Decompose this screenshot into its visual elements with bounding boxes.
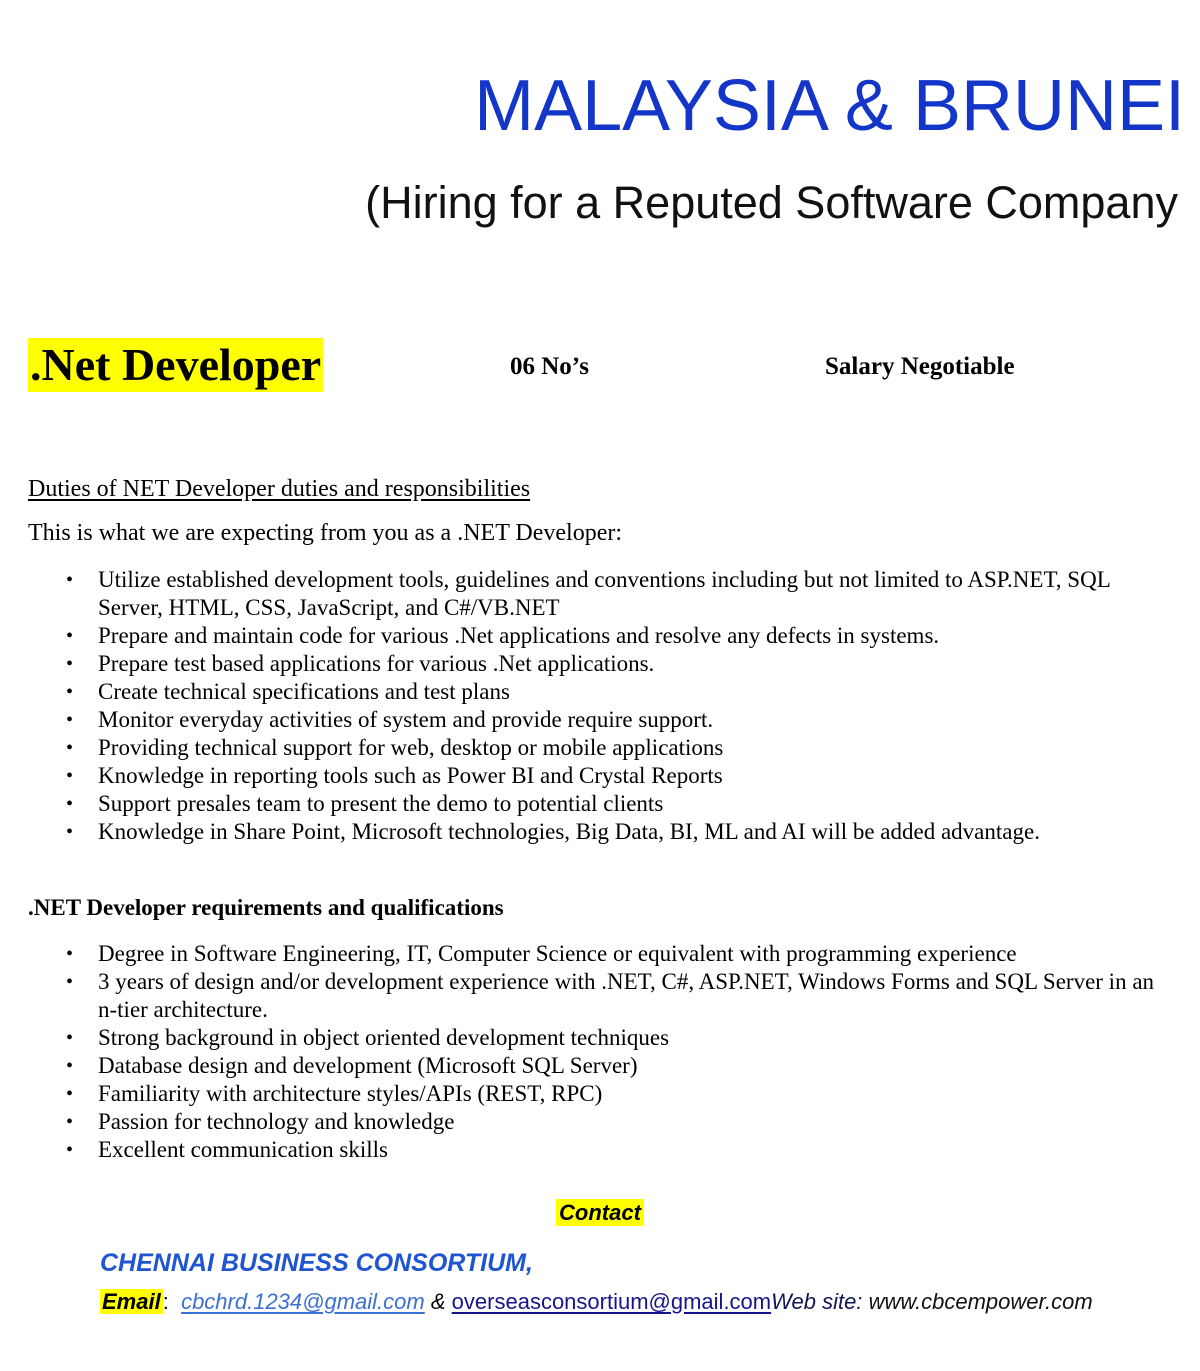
requirements-heading: .NET Developer requirements and qualifications [28,895,504,920]
contact-label [0,1198,1200,1228]
list-item: • Excellent communication skills [28,1136,1178,1164]
role-salary: Salary Negotiable [825,353,1015,380]
role-summary-row [28,338,1158,394]
duties-intro: This is what we are expecting from you as a .NET Developer: [28,520,623,546]
list-item: • Prepare test based applications for various .Net applications. [28,650,1178,678]
list-item: • Knowledge in Share Point, Microsoft technologies, Big Data, BI, ML and AI will be added advantage. [28,818,1178,846]
contact-details [100,1286,1100,1318]
page-title: MALAYSIA & BRUNEI [474,66,1185,146]
list-item: • Familiarity with architecture styles/APIs (REST, RPC) [28,1080,1178,1108]
email-separator: & [430,1289,446,1314]
website-label: Web site: [771,1289,863,1314]
contact-label-text: Contact [556,1199,644,1226]
website-url: www.cbcempower.com [868,1289,1093,1314]
page-subtitle: (Hiring for a Reputed Software Company [365,177,1178,228]
duties-heading: Duties of NET Developer duties and responsibilities [28,476,531,502]
list-item: • Create technical specifications and test plans [28,678,1178,706]
email-secondary-link[interactable]: overseasconsortium@gmail.com [451,1289,772,1314]
email-label: Email [102,1289,161,1314]
list-item: • Knowledge in reporting tools such as Power BI and Crystal Reports [28,762,1178,790]
company-name: CHENNAI BUSINESS CONSORTIUM, [100,1249,533,1277]
list-item: • Providing technical support for web, desktop or mobile applications [28,734,1178,762]
list-item: • Passion for technology and knowledge [28,1108,1178,1136]
list-item: • Prepare and maintain code for various .Net applications and resolve any defects in systems. [28,622,1178,650]
email-colon: : [162,1289,169,1314]
list-item: • Utilize established development tools, guidelines and conventions including but not limited to ASP.NET, SQL Server, HTML, CSS, JavaScript, and C#/VB.NET [28,566,1178,622]
list-item: • Strong background in object oriented development techniques [28,1024,1178,1052]
list-item: • Degree in Software Engineering, IT, Computer Science or equivalent with programming experience [28,940,1178,968]
duties-list [28,566,1178,846]
role-title: .Net Developer [30,339,322,390]
list-item: • 3 years of design and/or development experience with .NET, C#, ASP.NET, Windows Forms and SQL Server in an n-tier architecture. [28,968,1178,1024]
list-item: • Database design and development (Microsoft SQL Server) [28,1052,1178,1080]
role-vacancy-count: 06 No’s [510,353,589,380]
list-item: • Monitor everyday activities of system and provide require support. [28,706,1178,734]
email-primary-link[interactable]: cbchrd.1234@gmail.com [181,1289,425,1314]
requirements-list [28,940,1178,1164]
list-item: • Support presales team to present the demo to potential clients [28,790,1178,818]
